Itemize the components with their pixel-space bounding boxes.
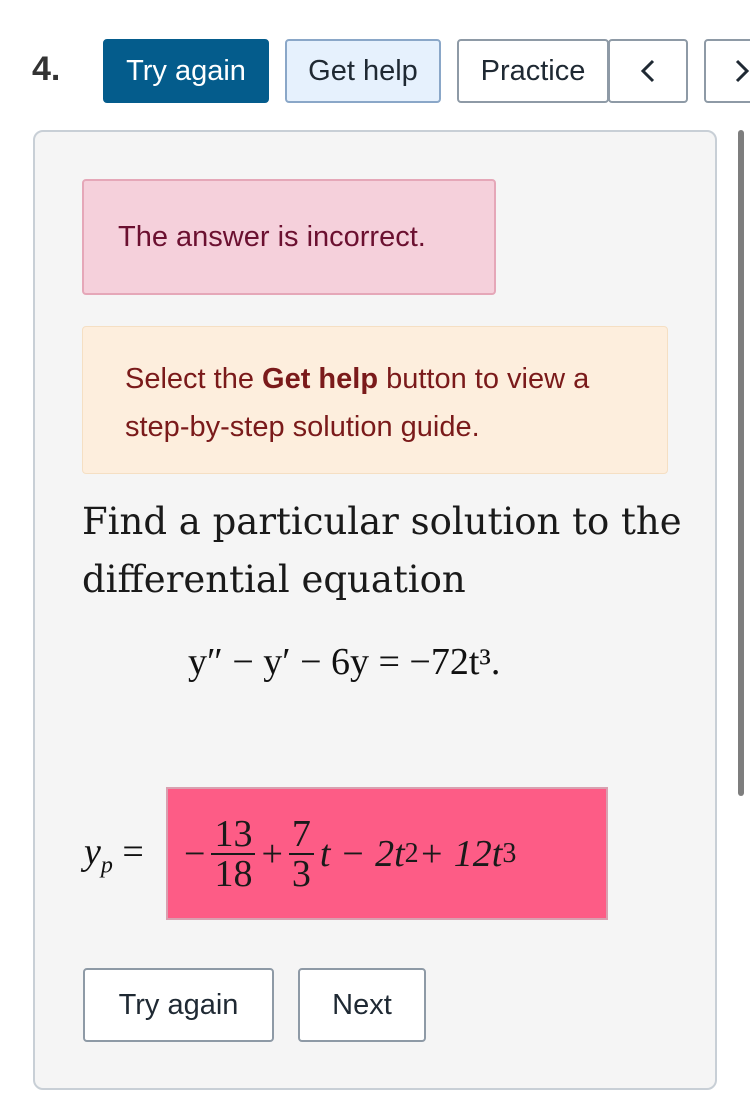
differential-equation: y″ − y′ − 6y = −72t³.	[188, 641, 501, 683]
answer-fraction-1	[211, 812, 255, 895]
question-number: 4.	[32, 50, 61, 88]
scrollbar[interactable]	[738, 130, 744, 796]
tip-text-pre: Select the	[125, 363, 263, 395]
answer-input[interactable]	[166, 787, 608, 920]
answer-plus-1: +	[261, 832, 283, 875]
answer-label	[84, 830, 144, 880]
equals-sign: =	[122, 831, 144, 873]
fraction-1-numerator: 13	[211, 815, 255, 855]
answer-label-sub: p	[100, 852, 113, 879]
fraction-2-denominator: 3	[291, 852, 311, 895]
answer-rest-2: + 12t	[418, 832, 503, 875]
help-tip	[82, 326, 668, 474]
chevron-left-icon	[638, 59, 658, 83]
chevron-right-icon	[732, 59, 750, 83]
answer-neg-sign: −	[184, 832, 206, 875]
fraction-2-numerator: 7	[289, 815, 314, 855]
next-button[interactable]: Next	[298, 968, 426, 1042]
answer-exp-2: 2	[404, 837, 419, 869]
fraction-1-denominator: 18	[214, 852, 253, 895]
incorrect-message: The answer is incorrect.	[118, 220, 426, 253]
answer-fraction-2	[289, 812, 314, 895]
tip-text-post: button to view a step-by-step solution guide.	[125, 363, 590, 443]
get-help-button[interactable]: Get help	[285, 39, 441, 103]
answer-exp-3: 3	[502, 837, 517, 869]
previous-button[interactable]	[608, 39, 688, 103]
problem-statement: Find a particular solution to the differential equation	[82, 500, 682, 601]
incorrect-alert	[82, 179, 496, 295]
answer-rest: t − 2t	[319, 832, 405, 875]
try-again-button[interactable]: Try again	[83, 968, 274, 1042]
try-again-top-button[interactable]: Try again	[103, 39, 269, 103]
answer-label-y: y	[84, 831, 101, 873]
tip-text-bold: Get help	[262, 363, 379, 395]
next-question-button[interactable]	[704, 39, 750, 103]
practice-button[interactable]: Practice	[457, 39, 609, 103]
